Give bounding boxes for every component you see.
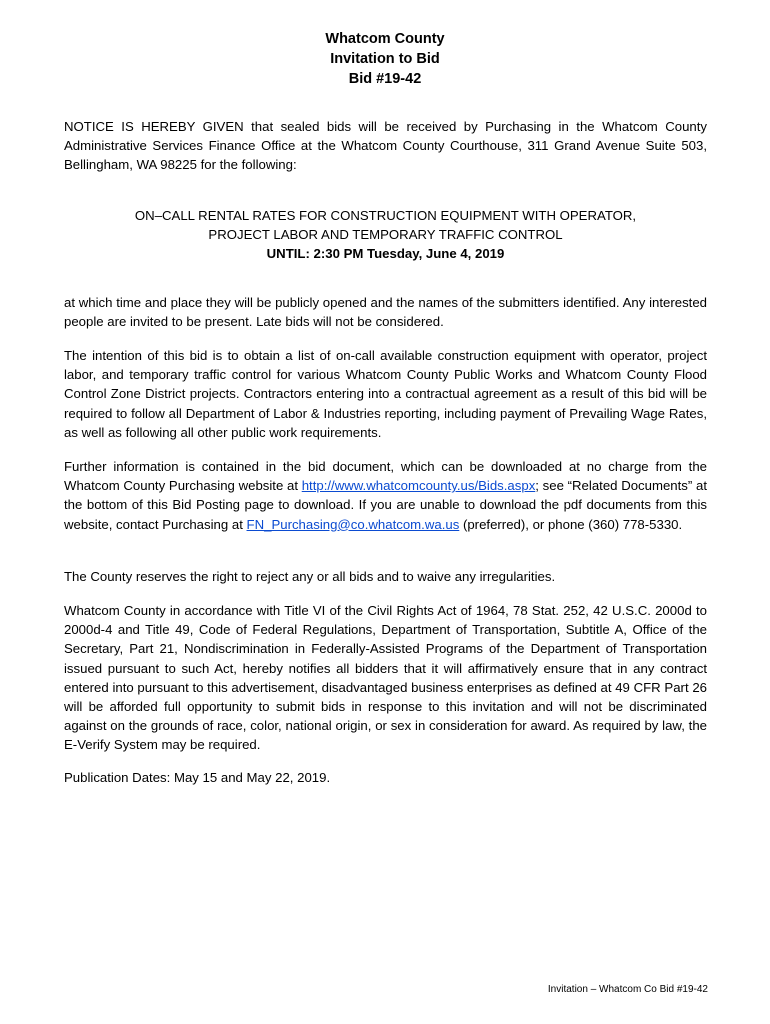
reserves-paragraph: The County reserves the right to reject any or all bids and to waive any irregularities. xyxy=(64,569,556,584)
header-bid-number: Bid #19-42 xyxy=(348,71,422,87)
email-link[interactable]: FN_Purchasing@co.whatcom.wa.us xyxy=(246,516,460,532)
header-invitation: Invitation to Bid xyxy=(330,51,440,67)
document-header xyxy=(0,29,770,89)
page-footer: Invitation – Whatcom Co Bid #19-42 xyxy=(547,984,708,995)
publication-dates: Publication Dates: May 15 and May 22, 2019. xyxy=(64,770,331,785)
civil-rights-paragraph: Whatcom County in accordance with Title VI of the Civil Rights Act of 1964, 78 Stat. 252, 42 U.S.C. 2000d to 2000d-4 and Title 49, Code of Federal Regulations, Department of Transportation, Subtitle A, Office of the Secretary, Part 21, Nondiscrimination in Federally-Assisted Programs of the Department of Transportation issued pursuant to such Act, hereby notifies all bidders that it will affirmatively ensure that in any contract entered into pursuant to this advertisement, disadvantaged business enterprises as defined at 49 CFR Part 26 will be afforded full opportunity to submit bids in response to this invitation and will not be discriminated against on the grounds of race, color, national origin, or sex in consideration for award. As required by law, the E-Verify System may be required. xyxy=(64,603,707,753)
further-text-1: Further information is contained in the bid document, which can be downloaded at no charge from the Whatcom County Purchasing website at xyxy=(64,459,707,494)
further-information-paragraph xyxy=(64,457,707,534)
further-text-3: (preferred), or phone (360) 778-5330. xyxy=(459,516,683,532)
header-county: Whatcom County xyxy=(325,31,445,47)
bid-subject xyxy=(64,206,707,263)
intention-paragraph: The intention of this bid is to obtain a list of on-call available construction equipment with operator, project labor, and temporary traffic control for various Whatcom County Public Works and Whatcom County Flood Control Zone District projects. Contractors entering into a contractual agreement as a result of this bid will be required to follow all Department of Labor & Industries reporting, including payment of Prevailing Wage Rates, as well as following all other public work requirements. xyxy=(64,348,707,440)
subject-line-2: PROJECT LABOR AND TEMPORARY TRAFFIC CONTROL xyxy=(208,227,563,242)
bid-deadline: UNTIL: 2:30 PM Tuesday, June 4, 2019 xyxy=(266,246,505,261)
website-link[interactable]: http://www.whatcomcounty.us/Bids.aspx xyxy=(301,478,536,494)
subject-line-1: ON–CALL RENTAL RATES FOR CONSTRUCTION EQUIPMENT WITH OPERATOR, xyxy=(134,208,637,223)
further-text-2: ; see “Related Documents” at the bottom of this Bid Posting page to download. If you are unable to download the pdf documents from this website, contact Purchasing at xyxy=(64,478,707,532)
opening-paragraph: at which time and place they will be publicly opened and the names of the submitters identified. Any interested people are invited to be present. Late bids will not be considered. xyxy=(64,295,707,330)
notice-paragraph: NOTICE IS HEREBY GIVEN that sealed bids will be received by Purchasing in the Whatcom County Administrative Services Finance Office at the Whatcom County Courthouse, 311 Grand Avenue Suite 503, Bellingham, WA 98225 for the following: xyxy=(64,119,707,173)
